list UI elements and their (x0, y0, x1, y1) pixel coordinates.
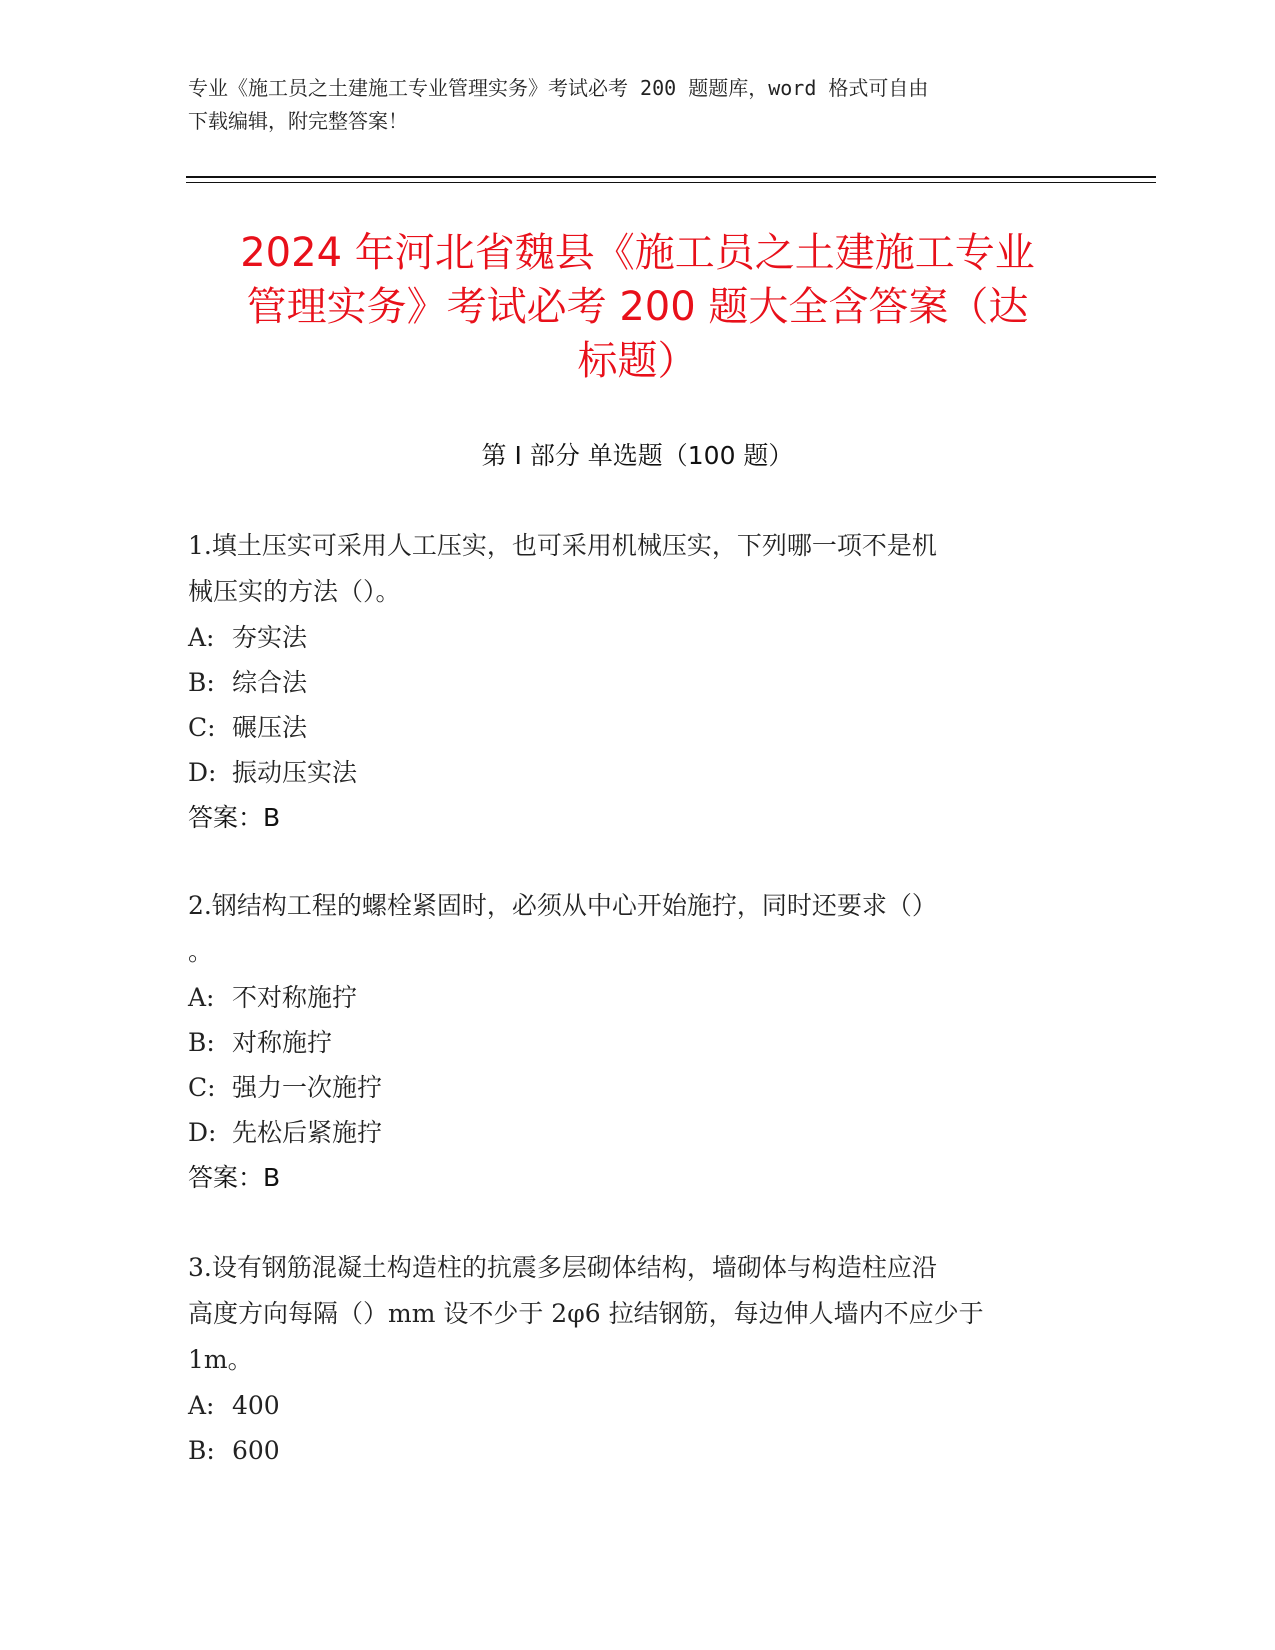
option-a (188, 615, 1088, 660)
option-letter: A: (188, 1391, 215, 1420)
option-c (188, 705, 1088, 750)
question-stem (188, 883, 1088, 975)
option-text: 先松后紧施拧 (232, 1118, 383, 1147)
option-letter: C: (188, 713, 216, 742)
option-text: 对称施拧 (232, 1028, 333, 1057)
option-letter: D: (188, 1118, 217, 1147)
option-letter: C: (188, 1073, 216, 1102)
option-d (188, 750, 1088, 795)
option-c (188, 1065, 1088, 1110)
option-text: 夯实法 (232, 623, 308, 652)
option-letter: B: (188, 668, 215, 697)
option-text: 碾压法 (232, 713, 308, 742)
question-2 (188, 883, 1088, 1200)
question-stem (188, 1245, 1088, 1383)
option-b (188, 1020, 1088, 1065)
header-note-line-1: 专业《施工员之土建施工专业管理实务》考试必考 200 题题库，word 格式可自由 (188, 76, 929, 100)
option-letter: B: (188, 1028, 215, 1057)
option-text: 强力一次施拧 (232, 1073, 383, 1102)
option-d (188, 1110, 1088, 1155)
option-letter: B: (188, 1436, 215, 1465)
question-3 (188, 1245, 1088, 1473)
header-divider-thin (186, 182, 1156, 183)
option-a (188, 1383, 1088, 1428)
option-letter: D: (188, 758, 217, 787)
question-stem-line: 2.钢结构工程的螺栓紧固时，必须从中心开始施拧，同时还要求（） (188, 891, 937, 920)
option-text: 400 (232, 1391, 280, 1420)
section-title: 第 I 部分 单选题（100 题） (481, 441, 794, 470)
question-stem-line: 械压实的方法（）。 (188, 577, 401, 606)
option-letter: A: (188, 623, 215, 652)
question-stem-line: 。 (188, 937, 214, 966)
header-note (188, 72, 1068, 138)
question-stem (188, 523, 1088, 615)
option-letter: A: (188, 983, 215, 1012)
question-stem-line: 3.设有钢筋混凝土构造柱的抗震多层砌体结构，墙砌体与构造柱应沿 (188, 1253, 937, 1282)
option-text: 不对称施拧 (232, 983, 358, 1012)
option-text: 振动压实法 (232, 758, 358, 787)
title-line-1: 2024 年河北省魏县《施工员之土建施工专业 (240, 230, 1035, 276)
header-note-line-2: 下载编辑，附完整答案！ (188, 109, 408, 133)
option-text: 综合法 (232, 668, 308, 697)
option-b (188, 660, 1088, 705)
header-divider-thick (186, 176, 1156, 178)
question-1 (188, 523, 1088, 840)
option-b (188, 1428, 1088, 1473)
question-stem-line: 高度方向每隔（）mm 设不少于 2φ6 拉结钢筋，每边伸人墙内不应少于 (188, 1299, 984, 1328)
document-title (140, 226, 1135, 388)
title-line-3: 标题） (577, 338, 698, 384)
option-a (188, 975, 1088, 1020)
question-stem-line: 1.填土压实可采用人工压实，也可采用机械压实，下列哪一项不是机 (188, 531, 937, 560)
question-stem-line: 1m。 (188, 1345, 253, 1374)
option-text: 600 (232, 1436, 280, 1465)
answer: 答案：B (188, 1163, 281, 1192)
title-line-2: 管理实务》考试必考 200 题大全含答案（达 (246, 284, 1029, 330)
answer: 答案：B (188, 803, 281, 832)
